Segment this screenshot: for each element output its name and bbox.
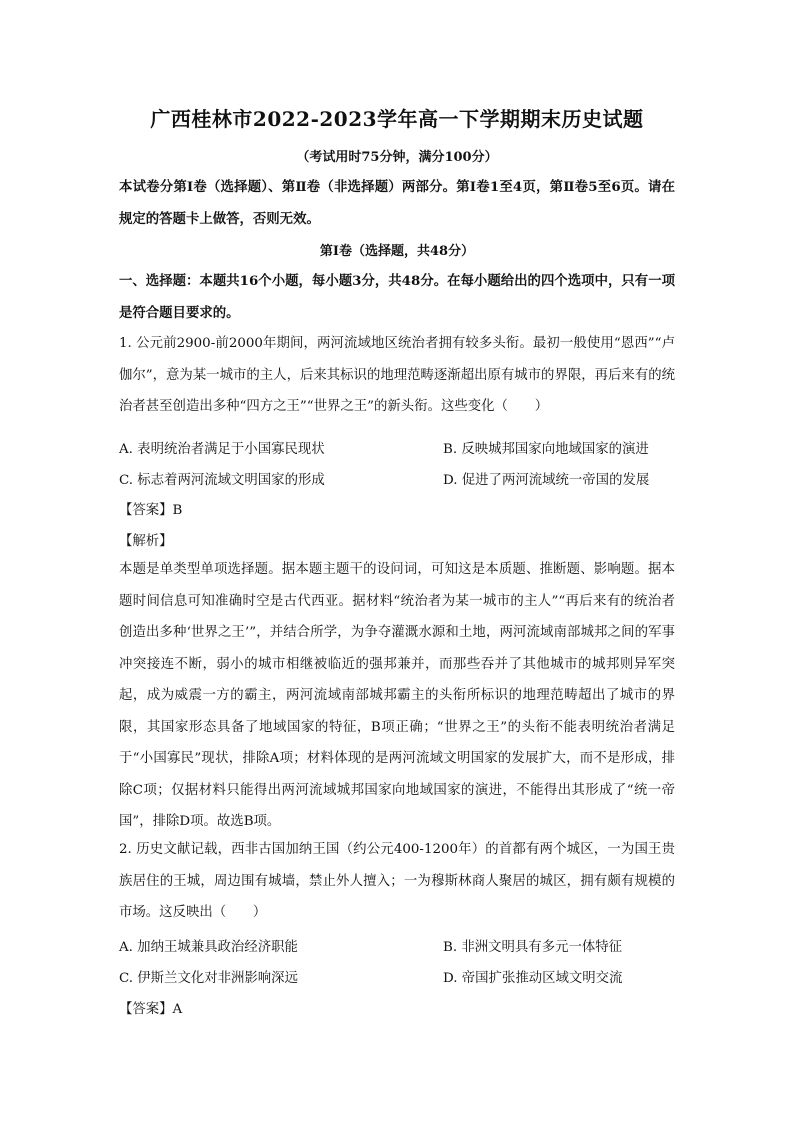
question-2-answer: 【答案】A [119, 1002, 183, 1017]
question-1-option-c: C. 标志着两河流域文明国家的形成 [119, 473, 325, 488]
question-2-option-b: B. 非洲文明具有多元一体特征 [443, 940, 623, 955]
exam-duration-note: （考试用时75分钟，满分100分） [296, 150, 498, 165]
exam-intro: 本试卷分第Ⅰ卷（选择题）、第Ⅱ卷（非选择题）两部分。第Ⅰ卷1至4页，第Ⅱ卷5至6页。请在规定的答题卡上做答，否则无效。 [119, 179, 675, 227]
page-title: 广西桂林市2022-2023学年高一下学期期末历史试题 [150, 107, 644, 131]
question-1-option-d: D. 促进了两河流域统一帝国的发展 [443, 473, 650, 488]
question-2-option-c: C. 伊斯兰文化对非洲影响深远 [119, 971, 298, 986]
section-title: 第Ⅰ卷（选择题，共48分） [319, 244, 475, 259]
question-1-option-b: B. 反映城邦国家向地域国家的演进 [443, 442, 649, 457]
question-1-stem: 1. 公元前2900-前2000年期间，两河流域地区统治者拥有较多头衔。最初一般使用“恩西”“卢伽尔”，意为某一城市的主人，后来其标识的地理范畴逐渐超出原有城市的界限，再后来有的统治者甚至创造出多种“四方之王”“世界之王”的新头衔。这些变化（ ） [119, 336, 675, 414]
question-1-analysis: 本题是单类型单项选择题。据本题主题干的设问词，可知这是本质题、推断题、影响题。据本题时间信息可知准确时空是古代西亚。据材料“统治者为某一城市的主人”“再后来有的统治者创造出多种‘世界之王’”，并结合所学，为争夺灌溉水源和土地，两河流域南部城邦之间的军事冲突接连不断，弱小的城市相继被临近的强邦兼并，而那些吞并了其他城市的城邦则异军突起，成为威震一方的霸主，两河流域南部城邦霸主的头衔所标识的地理范畴超出了城市的界限，其国家形态具备了地域国家的特征，B项正确；“世界之王”的头衔不能表明统治者满足于“小国寡民”现状，排除A项；材料体现的是两河流域文明国家的发展扩大，而不是形成，排除C项；仅据材料只能得出两河流域城邦国家向地域国家的演进，不能得出其形成了“统一帝国”，排除D项。故选B项。 [119, 562, 675, 829]
question-1-option-a: A. 表明统治者满足于小国寡民现状 [119, 442, 325, 457]
question-2-option-a: A. 加纳王城兼具政治经济职能 [119, 940, 298, 955]
section-instruction: 一、选择题：本题共16个小题，每小题3分，共48分。在每小题给出的四个选项中，只有一项是符合题目要求的。 [119, 273, 675, 321]
question-1-answer: 【答案】B [119, 503, 183, 518]
question-2-stem: 2. 历史文献记载，西非古国加纳王国（约公元400-1200年）的首都有两个城区，一为国王贵族居住的王城，周边围有城墙，禁止外人擅入；一为穆斯林商人聚居的城区，拥有颇有规模的市场。这反映出（ ） [119, 842, 675, 920]
question-2-option-d: D. 帝国扩张推动区域文明交流 [443, 971, 623, 986]
question-1-analysis-label: 【解析】 [119, 534, 173, 549]
